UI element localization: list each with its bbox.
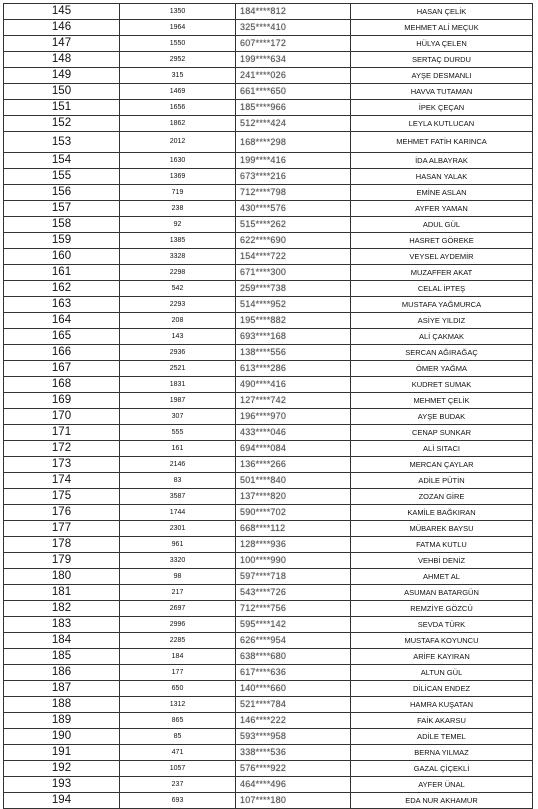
table-row	[4, 185, 533, 201]
row-number-cell: 147	[4, 36, 120, 52]
table-row	[4, 425, 533, 441]
full-name-cell: İPEK ÇEÇAN	[351, 100, 533, 116]
masked-id-cell: 241****026	[236, 68, 351, 84]
row-number-cell: 152	[4, 116, 120, 132]
masked-id-cell: 597****718	[236, 569, 351, 585]
table-row	[4, 201, 533, 217]
masked-id-cell: 195****882	[236, 313, 351, 329]
masked-id-cell: 464****496	[236, 777, 351, 793]
table-row	[4, 249, 533, 265]
full-name-cell: MUZAFFER AKAT	[351, 265, 533, 281]
table-row	[4, 265, 533, 281]
table-row	[4, 329, 533, 345]
row-number-cell: 184	[4, 633, 120, 649]
row-number-cell: 188	[4, 697, 120, 713]
masked-id-cell: 136****266	[236, 457, 351, 473]
entry-number-cell: 961	[120, 537, 236, 553]
table-row	[4, 361, 533, 377]
full-name-cell: ALİ ÇAKMAK	[351, 329, 533, 345]
table-row	[4, 345, 533, 361]
table-row	[4, 393, 533, 409]
entry-number-cell: 85	[120, 729, 236, 745]
row-number-cell: 163	[4, 297, 120, 313]
entry-number-cell: 865	[120, 713, 236, 729]
masked-id-cell: 338****536	[236, 745, 351, 761]
masked-id-cell: 185****966	[236, 100, 351, 116]
entry-number-cell: 1630	[120, 153, 236, 169]
masked-id-cell: 259****738	[236, 281, 351, 297]
entry-number-cell: 184	[120, 649, 236, 665]
row-number-cell: 165	[4, 329, 120, 345]
entry-number-cell: 2952	[120, 52, 236, 68]
entry-number-cell: 542	[120, 281, 236, 297]
table-row	[4, 153, 533, 169]
row-number-cell: 158	[4, 217, 120, 233]
row-number-cell: 190	[4, 729, 120, 745]
table-row	[4, 681, 533, 697]
row-number-cell: 169	[4, 393, 120, 409]
row-number-cell: 161	[4, 265, 120, 281]
full-name-cell: İDA ALBAYRAK	[351, 153, 533, 169]
row-number-cell: 148	[4, 52, 120, 68]
row-number-cell: 180	[4, 569, 120, 585]
table-row	[4, 52, 533, 68]
full-name-cell: ZOZAN GİRE	[351, 489, 533, 505]
full-name-cell: AHMET AL	[351, 569, 533, 585]
full-name-cell: ADİLE PÜTİN	[351, 473, 533, 489]
table-row	[4, 761, 533, 777]
table-row	[4, 521, 533, 537]
entry-number-cell: 719	[120, 185, 236, 201]
row-number-cell: 167	[4, 361, 120, 377]
full-name-cell: HASAN ÇELİK	[351, 4, 533, 20]
full-name-cell: HAMRA KUŞATAN	[351, 697, 533, 713]
masked-id-cell: 501****840	[236, 473, 351, 489]
masked-id-cell: 325****410	[236, 20, 351, 36]
entry-number-cell: 3320	[120, 553, 236, 569]
entry-number-cell: 143	[120, 329, 236, 345]
masked-id-cell: 430****576	[236, 201, 351, 217]
masked-id-cell: 622****690	[236, 233, 351, 249]
full-name-cell: MEHMET ALİ MEÇUK	[351, 20, 533, 36]
full-name-cell: AYŞE BUDAK	[351, 409, 533, 425]
entry-number-cell: 2146	[120, 457, 236, 473]
masked-id-cell: 154****722	[236, 249, 351, 265]
row-number-cell: 155	[4, 169, 120, 185]
entry-number-cell: 2012	[120, 132, 236, 153]
entry-number-cell: 555	[120, 425, 236, 441]
table-row	[4, 745, 533, 761]
table-row	[4, 649, 533, 665]
entry-number-cell: 83	[120, 473, 236, 489]
table-row	[4, 100, 533, 116]
table-row	[4, 297, 533, 313]
row-number-cell: 189	[4, 713, 120, 729]
entry-number-cell: 1350	[120, 4, 236, 20]
row-number-cell: 170	[4, 409, 120, 425]
table-row	[4, 777, 533, 793]
masked-id-cell: 661****650	[236, 84, 351, 100]
row-number-cell: 187	[4, 681, 120, 697]
full-name-cell: ALİ SITACI	[351, 441, 533, 457]
masked-id-cell: 694****084	[236, 441, 351, 457]
full-name-cell: ASUMAN BATARGÜN	[351, 585, 533, 601]
entry-number-cell: 650	[120, 681, 236, 697]
masked-id-cell: 543****726	[236, 585, 351, 601]
table-row	[4, 409, 533, 425]
masked-id-cell: 613****286	[236, 361, 351, 377]
full-name-cell: HASRET GÖREKE	[351, 233, 533, 249]
full-name-cell: SEVDA TÜRK	[351, 617, 533, 633]
masked-id-cell: 590****702	[236, 505, 351, 521]
masked-id-cell: 433****046	[236, 425, 351, 441]
table-row	[4, 116, 533, 132]
masked-id-cell: 693****168	[236, 329, 351, 345]
row-number-cell: 149	[4, 68, 120, 84]
full-name-cell: GAZAL ÇİÇEKLİ	[351, 761, 533, 777]
entry-number-cell: 1744	[120, 505, 236, 521]
masked-id-cell: 671****300	[236, 265, 351, 281]
row-number-cell: 182	[4, 601, 120, 617]
row-number-cell: 179	[4, 553, 120, 569]
masked-id-cell: 140****660	[236, 681, 351, 697]
table-row	[4, 489, 533, 505]
row-number-cell: 174	[4, 473, 120, 489]
entry-number-cell: 1831	[120, 377, 236, 393]
full-name-cell: ASİYE YILDIZ	[351, 313, 533, 329]
row-number-cell: 176	[4, 505, 120, 521]
entry-number-cell: 1987	[120, 393, 236, 409]
row-number-cell: 156	[4, 185, 120, 201]
full-name-cell: EMİNE ASLAN	[351, 185, 533, 201]
table-row	[4, 585, 533, 601]
table-row	[4, 633, 533, 649]
entry-number-cell: 92	[120, 217, 236, 233]
row-number-cell: 193	[4, 777, 120, 793]
full-name-cell: SERTAÇ DURDU	[351, 52, 533, 68]
masked-id-cell: 100****990	[236, 553, 351, 569]
row-number-cell: 185	[4, 649, 120, 665]
participant-table	[3, 3, 533, 809]
full-name-cell: FATMA KUTLU	[351, 537, 533, 553]
entry-number-cell: 1057	[120, 761, 236, 777]
table-row	[4, 68, 533, 84]
entry-number-cell: 1550	[120, 36, 236, 52]
entry-number-cell: 2293	[120, 297, 236, 313]
masked-id-cell: 128****936	[236, 537, 351, 553]
masked-id-cell: 521****784	[236, 697, 351, 713]
masked-id-cell: 673****216	[236, 169, 351, 185]
row-number-cell: 177	[4, 521, 120, 537]
row-number-cell: 150	[4, 84, 120, 100]
row-number-cell: 151	[4, 100, 120, 116]
table-row	[4, 473, 533, 489]
entry-number-cell: 2697	[120, 601, 236, 617]
entry-number-cell: 2521	[120, 361, 236, 377]
entry-number-cell: 161	[120, 441, 236, 457]
masked-id-cell: 515****262	[236, 217, 351, 233]
masked-id-cell: 107****180	[236, 793, 351, 809]
full-name-cell: REMZİYE GÖZCÜ	[351, 601, 533, 617]
row-number-cell: 166	[4, 345, 120, 361]
masked-id-cell: 138****556	[236, 345, 351, 361]
masked-id-cell: 168****298	[236, 132, 351, 153]
table-row	[4, 36, 533, 52]
masked-id-cell: 668****112	[236, 521, 351, 537]
table-row	[4, 569, 533, 585]
full-name-cell: VEYSEL AYDEMİR	[351, 249, 533, 265]
masked-id-cell: 196****970	[236, 409, 351, 425]
masked-id-cell: 199****416	[236, 153, 351, 169]
masked-id-cell: 607****172	[236, 36, 351, 52]
table-row	[4, 84, 533, 100]
row-number-cell: 183	[4, 617, 120, 633]
entry-number-cell: 237	[120, 777, 236, 793]
full-name-cell: KAMİLE BAĞKIRAN	[351, 505, 533, 521]
row-number-cell: 157	[4, 201, 120, 217]
table-row	[4, 441, 533, 457]
full-name-cell: AYFER ÜNAL	[351, 777, 533, 793]
row-number-cell: 171	[4, 425, 120, 441]
full-name-cell: VEHBİ DENİZ	[351, 553, 533, 569]
entry-number-cell: 1862	[120, 116, 236, 132]
table-row	[4, 697, 533, 713]
table-row	[4, 713, 533, 729]
entry-number-cell: 315	[120, 68, 236, 84]
entry-number-cell: 1964	[120, 20, 236, 36]
row-number-cell: 178	[4, 537, 120, 553]
masked-id-cell: 712****756	[236, 601, 351, 617]
entry-number-cell: 307	[120, 409, 236, 425]
masked-id-cell: 146****222	[236, 713, 351, 729]
row-number-cell: 168	[4, 377, 120, 393]
row-number-cell: 181	[4, 585, 120, 601]
table-row	[4, 793, 533, 809]
full-name-cell: SERCAN AĞIRAĞAÇ	[351, 345, 533, 361]
masked-id-cell: 617****636	[236, 665, 351, 681]
masked-id-cell: 576****922	[236, 761, 351, 777]
full-name-cell: MUSTAFA YAĞMURCA	[351, 297, 533, 313]
row-number-cell: 192	[4, 761, 120, 777]
table-row	[4, 601, 533, 617]
row-number-cell: 164	[4, 313, 120, 329]
row-number-cell: 159	[4, 233, 120, 249]
full-name-cell: MUSTAFA KOYUNCU	[351, 633, 533, 649]
full-name-cell: CENAP SUNKAR	[351, 425, 533, 441]
masked-id-cell: 595****142	[236, 617, 351, 633]
full-name-cell: CELAL İPTEŞ	[351, 281, 533, 297]
entry-number-cell: 2301	[120, 521, 236, 537]
entry-number-cell: 1385	[120, 233, 236, 249]
table-row	[4, 617, 533, 633]
masked-id-cell: 638****680	[236, 649, 351, 665]
entry-number-cell: 3328	[120, 249, 236, 265]
full-name-cell: ADİLE TEMEL	[351, 729, 533, 745]
row-number-cell: 173	[4, 457, 120, 473]
masked-id-cell: 184****812	[236, 4, 351, 20]
row-number-cell: 146	[4, 20, 120, 36]
masked-id-cell: 593****958	[236, 729, 351, 745]
table-row	[4, 20, 533, 36]
full-name-cell: BERNA YILMAZ	[351, 745, 533, 761]
entry-number-cell: 2285	[120, 633, 236, 649]
row-number-cell: 162	[4, 281, 120, 297]
row-number-cell: 153	[4, 132, 120, 153]
table-row	[4, 217, 533, 233]
entry-number-cell: 238	[120, 201, 236, 217]
entry-number-cell: 2996	[120, 617, 236, 633]
full-name-cell: MÜBAREK BAYSU	[351, 521, 533, 537]
table-row	[4, 281, 533, 297]
masked-id-cell: 712****798	[236, 185, 351, 201]
entry-number-cell: 177	[120, 665, 236, 681]
full-name-cell: HAVVA TUTAMAN	[351, 84, 533, 100]
masked-id-cell: 514****952	[236, 297, 351, 313]
table-row	[4, 729, 533, 745]
entry-number-cell: 1312	[120, 697, 236, 713]
masked-id-cell: 490****416	[236, 377, 351, 393]
masked-id-cell: 127****742	[236, 393, 351, 409]
table-row	[4, 377, 533, 393]
full-name-cell: KUDRET SUMAK	[351, 377, 533, 393]
entry-number-cell: 2936	[120, 345, 236, 361]
masked-id-cell: 512****424	[236, 116, 351, 132]
entry-number-cell: 1369	[120, 169, 236, 185]
masked-id-cell: 626****954	[236, 633, 351, 649]
entry-number-cell: 1656	[120, 100, 236, 116]
full-name-cell: MEHMET FATİH KARINCA	[351, 132, 533, 153]
row-number-cell: 154	[4, 153, 120, 169]
entry-number-cell: 2298	[120, 265, 236, 281]
masked-id-cell: 199****634	[236, 52, 351, 68]
table-row	[4, 132, 533, 153]
entry-number-cell: 217	[120, 585, 236, 601]
row-number-cell: 145	[4, 4, 120, 20]
entry-number-cell: 471	[120, 745, 236, 761]
full-name-cell: DİLİCAN ENDEZ	[351, 681, 533, 697]
row-number-cell: 191	[4, 745, 120, 761]
row-number-cell: 160	[4, 249, 120, 265]
full-name-cell: EDA NUR AKHAMUR	[351, 793, 533, 809]
table-row	[4, 537, 533, 553]
table-row	[4, 313, 533, 329]
entry-number-cell: 3587	[120, 489, 236, 505]
full-name-cell: LEYLA KUTLUCAN	[351, 116, 533, 132]
table-row	[4, 553, 533, 569]
row-number-cell: 175	[4, 489, 120, 505]
table-row	[4, 169, 533, 185]
full-name-cell: MERCAN ÇAYLAR	[351, 457, 533, 473]
full-name-cell: MEHMET ÇELİK	[351, 393, 533, 409]
entry-number-cell: 208	[120, 313, 236, 329]
table-row	[4, 665, 533, 681]
entry-number-cell: 693	[120, 793, 236, 809]
full-name-cell: ÖMER YAĞMA	[351, 361, 533, 377]
row-number-cell: 186	[4, 665, 120, 681]
full-name-cell: ARİFE KAYIRAN	[351, 649, 533, 665]
full-name-cell: AYFER YAMAN	[351, 201, 533, 217]
row-number-cell: 172	[4, 441, 120, 457]
masked-id-cell: 137****820	[236, 489, 351, 505]
full-name-cell: FAİK AKARSU	[351, 713, 533, 729]
table-row	[4, 4, 533, 20]
full-name-cell: ALTUN GÜL	[351, 665, 533, 681]
table-row	[4, 505, 533, 521]
table-row	[4, 233, 533, 249]
entry-number-cell: 98	[120, 569, 236, 585]
full-name-cell: HÜLYA ÇELEN	[351, 36, 533, 52]
entry-number-cell: 1469	[120, 84, 236, 100]
full-name-cell: ADUL GÜL	[351, 217, 533, 233]
row-number-cell: 194	[4, 793, 120, 809]
full-name-cell: HASAN YALAK	[351, 169, 533, 185]
table-row	[4, 457, 533, 473]
full-name-cell: AYŞE DESMANLI	[351, 68, 533, 84]
